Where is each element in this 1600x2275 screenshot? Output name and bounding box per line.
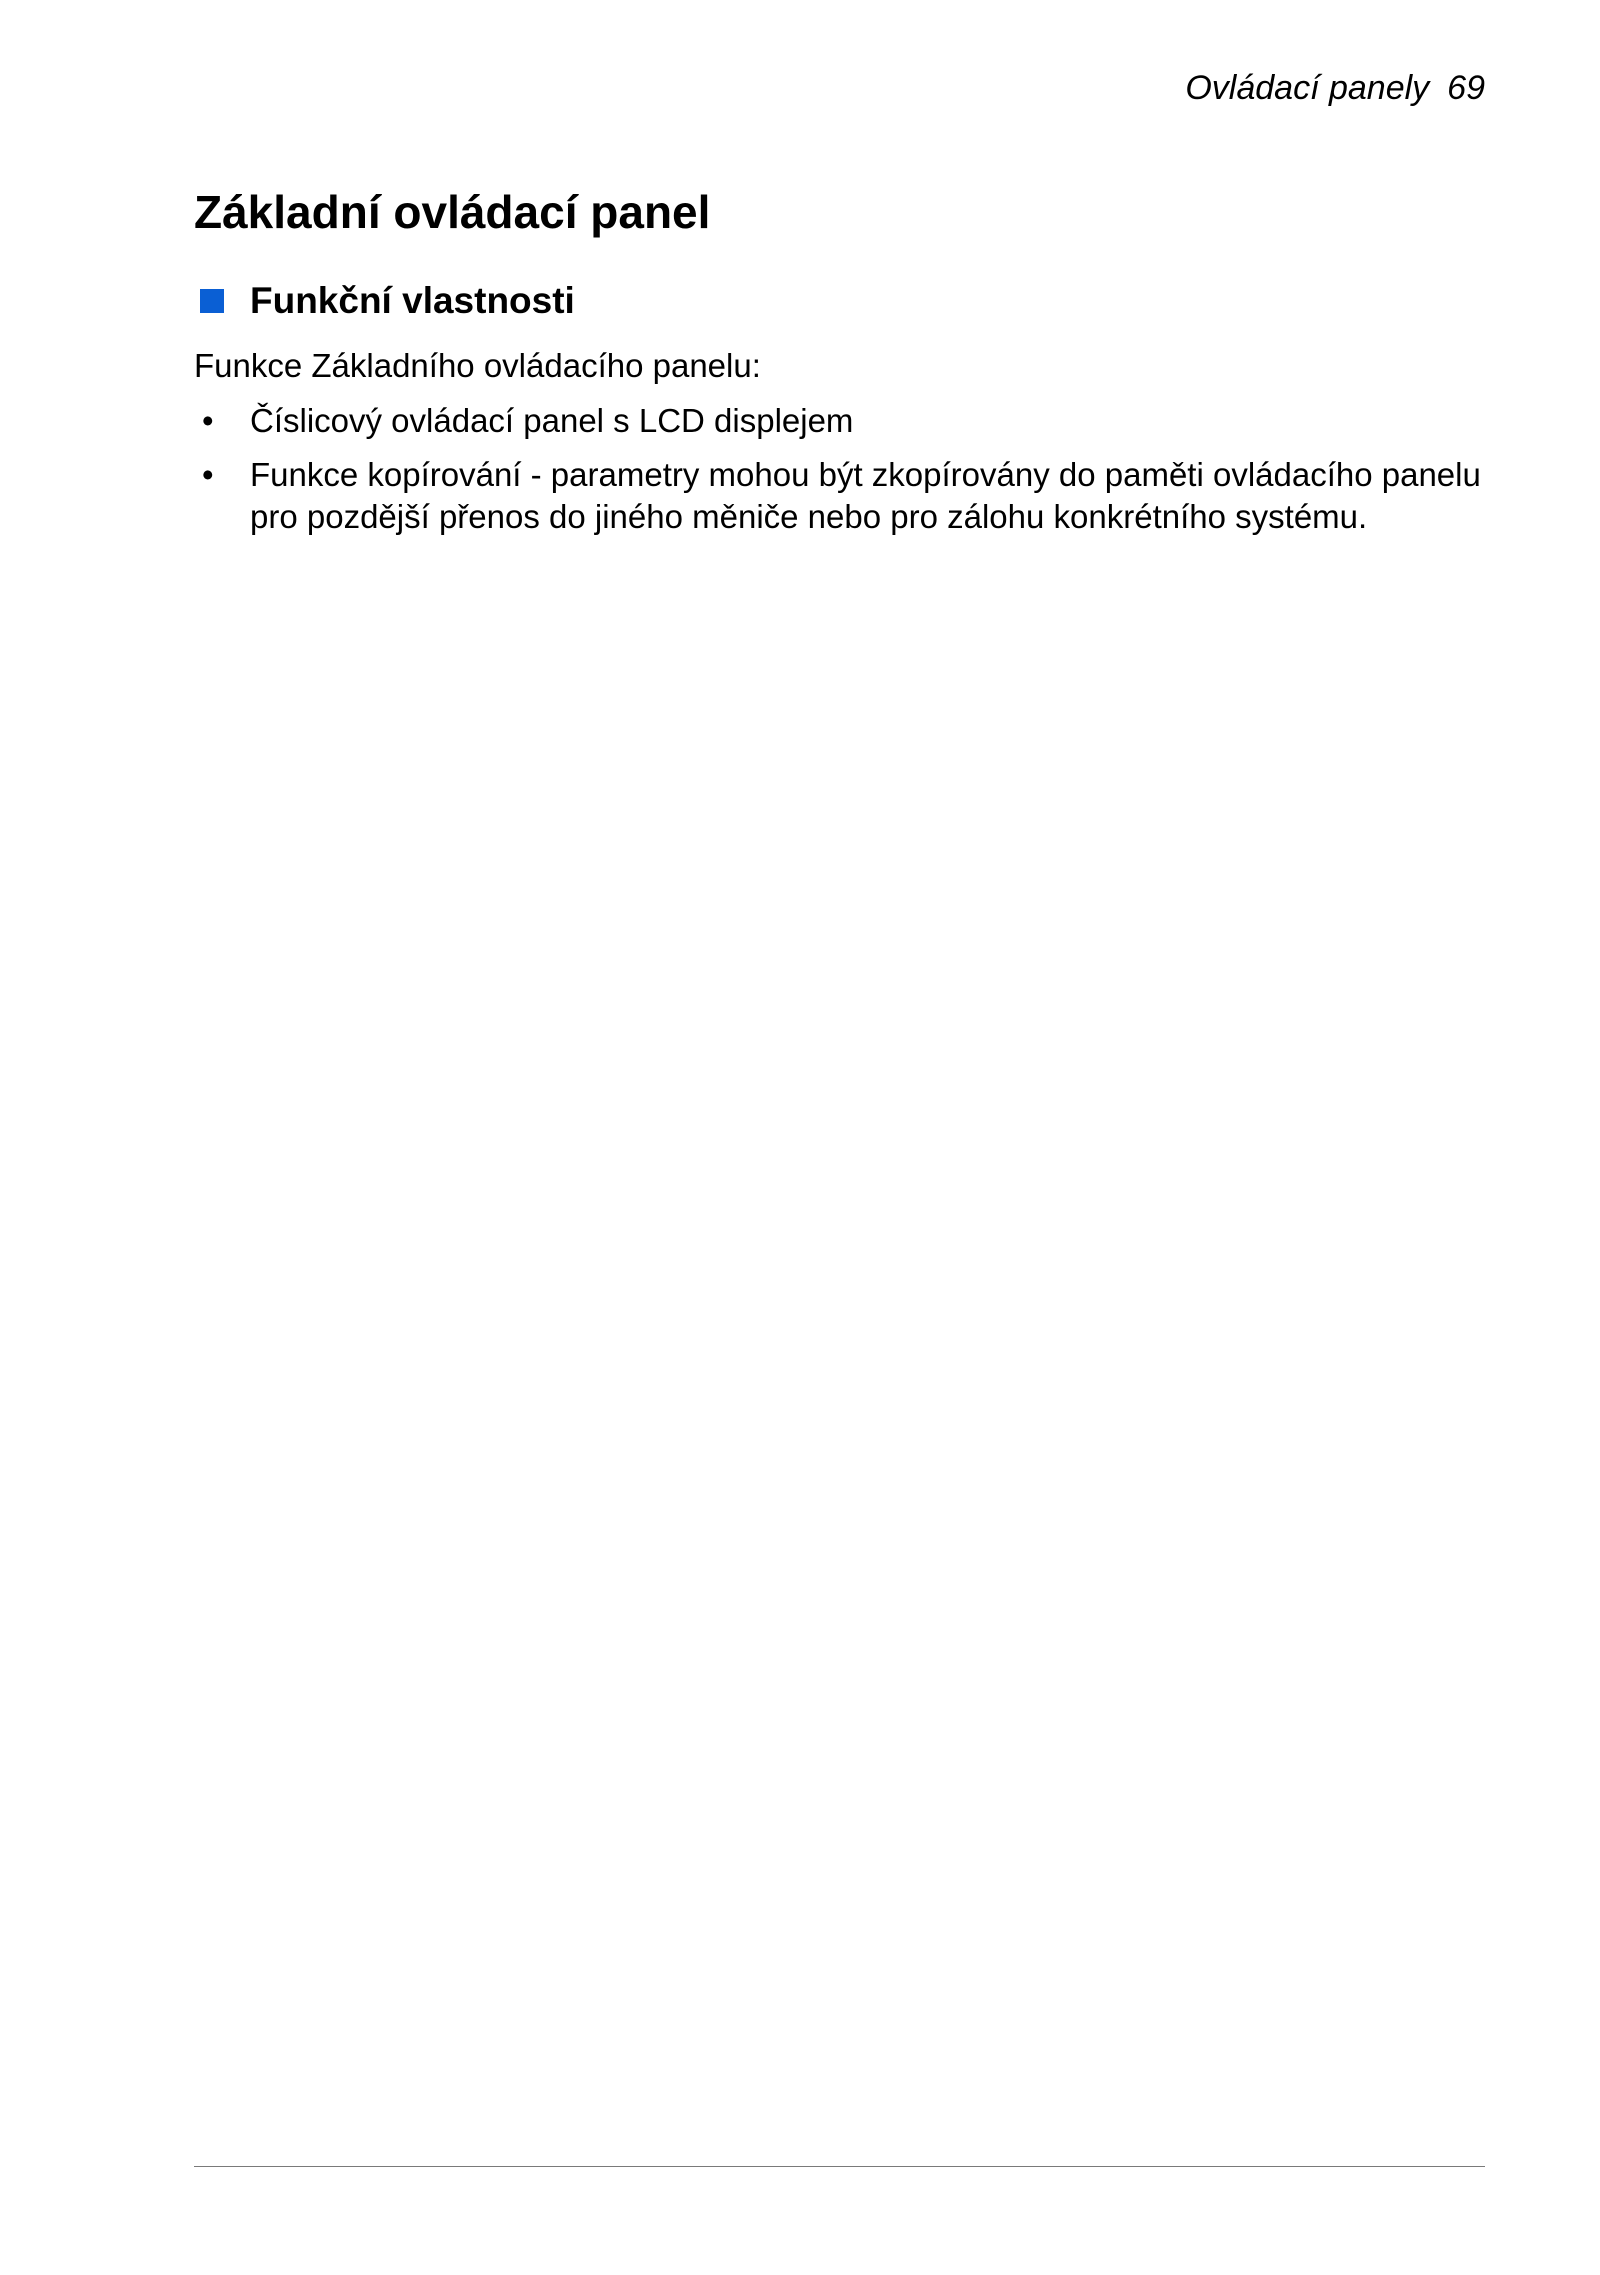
bullet-icon: • — [202, 456, 214, 493]
subsection-title: Funkční vlastnosti — [250, 280, 575, 321]
feature-list — [194, 400, 1494, 550]
list-item — [194, 454, 1494, 538]
list-item-text: Funkce kopírování - parametry mohou být zkopírovány do paměti ovládacího panelu pro pozdější přenos do jiného měniče nebo pro zálohu konkrétního systému. — [250, 456, 1481, 535]
blue-square-icon — [200, 289, 224, 313]
running-header — [1185, 68, 1485, 108]
subsection-heading — [200, 278, 575, 324]
chapter-title: Ovládací panely — [1185, 69, 1430, 107]
list-item-text: Číslicový ovládací panel s LCD displejem — [250, 402, 854, 439]
intro-text: Funkce Základního ovládacího panelu: — [194, 347, 761, 384]
section-title: Základní ovládací panel — [194, 186, 711, 238]
footer-divider — [194, 2166, 1485, 2167]
bullet-icon: • — [202, 402, 214, 439]
list-item — [194, 400, 1494, 442]
page-number: 69 — [1447, 69, 1485, 107]
